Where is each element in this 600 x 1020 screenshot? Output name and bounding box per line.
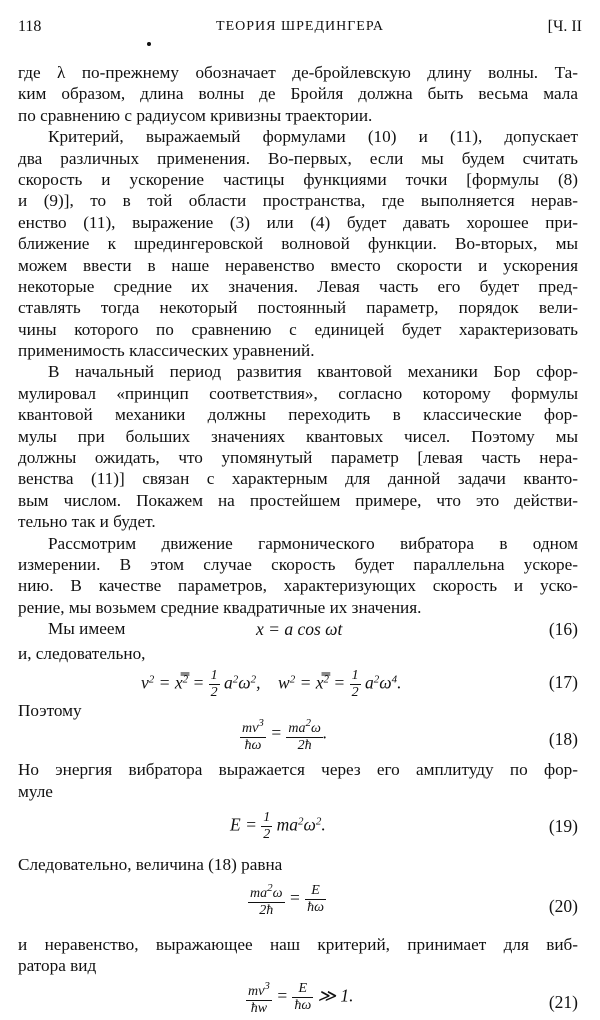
text-line: рение, мы возьмем средние квадратичные их значения. xyxy=(18,597,422,617)
we-have-text: Мы имеем xyxy=(48,619,126,639)
energy-paragraph xyxy=(18,759,578,802)
text-line: Рассмотрим движение гармонического вибратора в одном xyxy=(48,533,578,553)
text-line: измерении. В этом случае скорость будет параллельна ускоре- xyxy=(18,554,578,574)
eq16-formula: x = a cos ωt xyxy=(256,618,343,639)
paragraph-4 xyxy=(18,533,578,619)
text-line: и неравенство, выражающее наш критерий, принимает для виб- xyxy=(18,934,578,954)
text-line: Но энергия вибратора выражается через его амплитуду по фор- xyxy=(18,760,578,780)
text-line: по сравнению с радиусом кривизны траектории. xyxy=(18,105,373,125)
eq18-number: (18) xyxy=(548,729,578,750)
equation-18 xyxy=(18,715,578,755)
main-text xyxy=(18,62,578,1020)
equation-20 xyxy=(18,878,578,924)
eq16-number: (16) xyxy=(548,618,578,639)
eq20-number: (20) xyxy=(548,895,578,916)
text-line: нию. В качестве параметров, характеризующих скорость и уско- xyxy=(18,576,578,596)
eq19-number: (19) xyxy=(548,816,578,837)
eq21-formula: $\frac{mv^3}{ħw}$ = $\frac{E}{ħ\omega}$ ≫ 1. xyxy=(248,980,354,1017)
equation-19 xyxy=(18,806,578,848)
text-line: ставлять тогда некоторый постоянный параметр, порядок вели- xyxy=(18,298,578,318)
text-line: мулы при больших значениях квантовых чисел. Поэтому мы xyxy=(18,426,578,446)
equation-21 xyxy=(18,978,578,1020)
eq19-formula: E = $\frac{1}{2}$ $ma^2\omega^2$. xyxy=(230,810,326,843)
text-line: ближение к шредингеровской волновой функции. Во-вторых, мы xyxy=(18,234,578,254)
page-number: 118 xyxy=(18,18,42,35)
text-line: должны ожидать, что упомянутый параметр [левая часть нера- xyxy=(18,448,578,468)
text-line: ратора вид xyxy=(18,955,97,975)
eq18-formula: $\frac{mv^3}{ħ\omega}$ = $\frac{ma^2\omega}{2ħ}$ . xyxy=(242,717,328,754)
print-speck xyxy=(147,42,151,46)
text-line: и (9)], то в той области пространства, где выполняется нерав- xyxy=(18,191,578,211)
eq20-formula: $\frac{ma^2\omega}{2ħ}$ = $\frac{E}{ħ\omega}$ xyxy=(250,881,324,918)
equation-16 xyxy=(18,619,578,643)
consequently-text: Следовательно, величина (18) равна xyxy=(18,855,283,875)
equation-17 xyxy=(18,664,578,700)
and-therefore-text: и, следовательно, xyxy=(18,643,146,663)
text-line: тельно так и будет. xyxy=(18,512,156,532)
text-line: квантовой механики должны переходить в классические фор- xyxy=(18,405,578,425)
text-line: енство (11), выражение (3) или (4) будет давать хорошее при- xyxy=(18,212,578,232)
eq21-number: (21) xyxy=(548,992,578,1013)
eq17-formula: $v^2$ = x̿$^2$ = $\frac{1}{2}$ $a^2\omega^2$, $w^2$ = x̿$^2$ = $\frac{1}{2}$ $a^2\omega^4$. xyxy=(141,667,402,700)
running-head xyxy=(18,18,582,40)
text-line: скорость и ускорение частицы функциями точки [формулы (8) xyxy=(18,169,578,189)
chapter-label: [Ч. II xyxy=(547,18,582,35)
text-line: два различных применения. Во-первых, если мы будем считать xyxy=(18,148,578,168)
text-line: где λ по-прежнему обозначает де-бройлевскую длину волны. Та- xyxy=(18,63,578,82)
running-title: ТЕОРИЯ ШРЕДИНГЕРА xyxy=(216,19,384,34)
therefore-text: Поэтому xyxy=(18,700,82,720)
text-line: мулировал «принцип соответствия», согласно которому формулы xyxy=(18,383,578,403)
text-line: Критерий, выражаемый формулами (10) и (11), допускает xyxy=(48,127,578,147)
text-line: чины которого по сравнению с единицей будет характеризовать xyxy=(18,319,578,339)
text-line: муле xyxy=(18,781,53,801)
text-line: ким образом, длина волны де Бройля должна быть весьма мала xyxy=(18,84,578,104)
paragraph-3 xyxy=(18,361,578,532)
text-line: венства (11)] связан с характерным для данной задачи кванто- xyxy=(18,469,578,489)
text-line: некоторые средние их значения. Левая часть его будет пред- xyxy=(18,276,578,296)
text-line: можем ввести в наше неравенство вместо скорости и ускорения xyxy=(18,255,578,275)
paragraph-2 xyxy=(18,126,578,361)
inequality-paragraph xyxy=(18,934,578,977)
text-line: В начальный период развития квантовой механики Бор сфор- xyxy=(48,362,578,382)
paragraph-1 xyxy=(18,62,578,126)
eq17-number: (17) xyxy=(548,671,578,692)
text-line: вым числом. Покажем на простейшем примере, что это действи- xyxy=(18,490,578,510)
text-line: применимость классических уравнений. xyxy=(18,341,315,361)
